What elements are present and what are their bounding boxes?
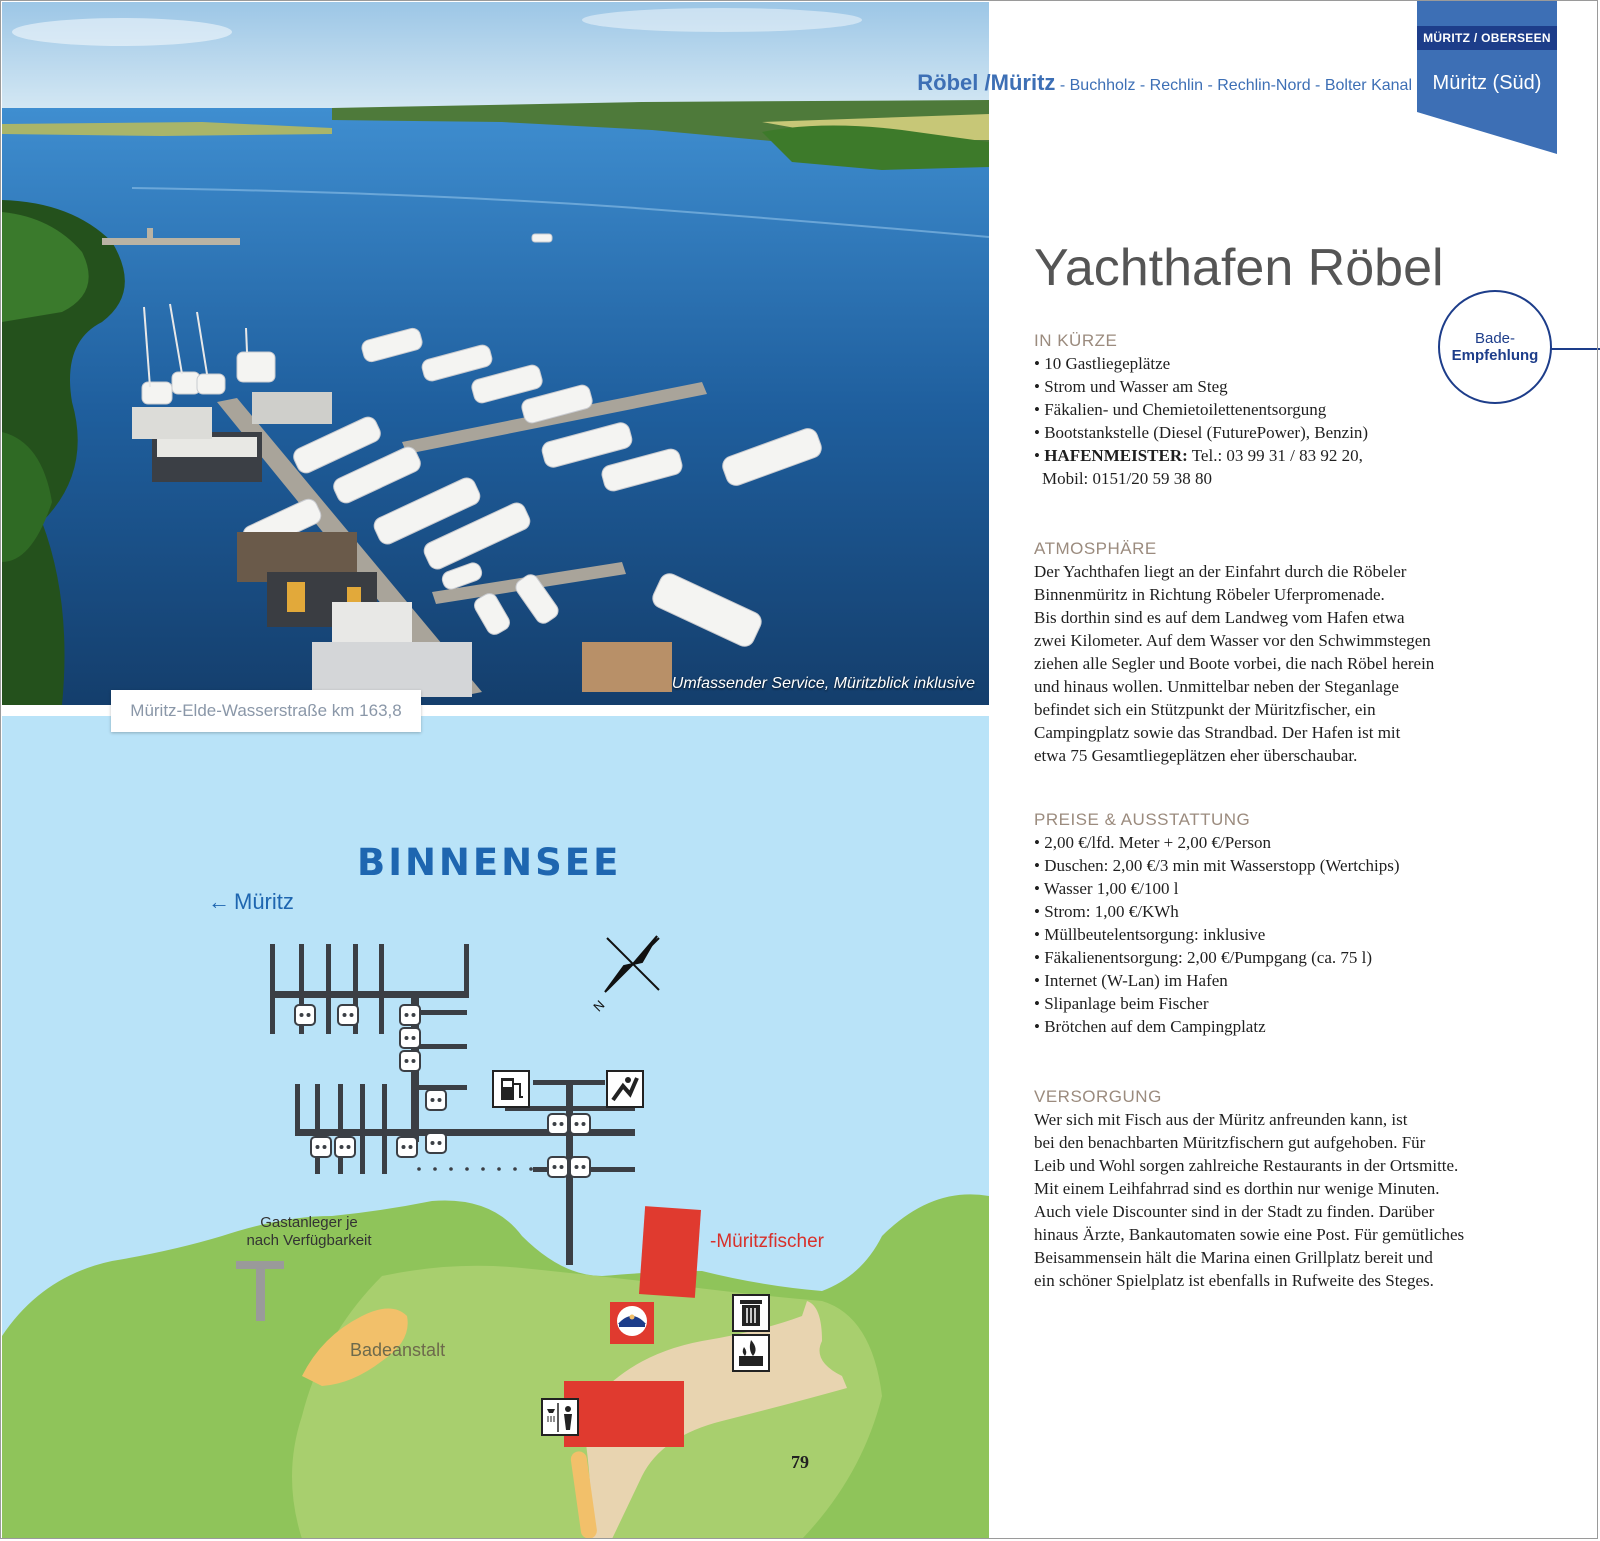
guest-pier-line2: nach Verfügbarkeit: [246, 1232, 372, 1249]
text-line: bei den benachbarten Müritzfischern gut aufgehoben. Für: [1034, 1133, 1426, 1152]
atmosphaere-text: [1034, 560, 1564, 767]
socket-icon: [335, 1137, 355, 1157]
text-line: etwa 75 Gesamtliegeplätzen eher überschaubar.: [1034, 746, 1358, 765]
bullet: •: [1034, 446, 1045, 465]
harbourmaster-mobile-item: [1034, 467, 1564, 490]
list-item: • Strom: 1,00 €/KWh: [1034, 902, 1179, 921]
section-preise-ausstattung: [1034, 809, 1564, 1038]
map-title: BINNENSEE: [357, 841, 622, 884]
aerial-harbour-image: [2, 2, 989, 705]
trash-bin-icon: [733, 1295, 769, 1331]
socket-icon: [400, 1028, 420, 1048]
arrow-left-icon: ←: [208, 889, 230, 914]
socket-icon: [548, 1114, 568, 1134]
socket-icon: [426, 1090, 446, 1110]
section-title: ATMOSPHÄRE: [1034, 539, 1157, 558]
region-tag: MÜRITZ / OBERSEEN: [1417, 26, 1557, 50]
list-item: • Müllbeutelentsorgung: inklusive: [1034, 925, 1266, 944]
list-item: • Fäkalienentsorgung: 2,00 €/Pumpgang (ca. 75 l): [1034, 948, 1373, 967]
list-item: • Wasser 1,00 €/100 l: [1034, 879, 1179, 898]
badge-line2: Empfehlung: [1451, 347, 1539, 364]
list-item: • Strom und Wasser am Steg: [1034, 377, 1228, 396]
text-line: ein schöner Spielplatz ist ebenfalls in Rufweite des Steges.: [1034, 1271, 1434, 1290]
route-current: Röbel /Müritz: [917, 70, 1056, 95]
harbour-map-drawing: [2, 716, 989, 1539]
bath-label: Badeanstalt: [350, 1340, 446, 1360]
compass-letter: N: [590, 997, 608, 1015]
harbourmaster-item: [1034, 444, 1564, 467]
guest-pier-line1: Gastanleger je: [260, 1214, 358, 1231]
list-item: • Duschen: 2,00 €/3 min mit Wasserstopp (Wertchips): [1034, 856, 1400, 875]
socket-icon: [295, 1005, 315, 1025]
socket-icon: [400, 1005, 420, 1025]
text-line: Der Yachthafen liegt an der Einfahrt durch die Röbeler: [1034, 562, 1407, 581]
text-line: Binnenmüritz in Richtung Röbeler Uferpromenade.: [1034, 585, 1385, 604]
socket-icon: [397, 1137, 417, 1157]
text-line: Mit einem Leihfahrrad sind es dorthin nur wenige Minuten.: [1034, 1179, 1440, 1198]
harbourmaster-phone: Tel.: 03 99 31 / 83 92 20,: [1187, 446, 1363, 465]
harbourmaster-icon: [617, 1306, 647, 1336]
shower-toilet-icon: [542, 1399, 578, 1435]
text-line: zwei Kilometer. Auf dem Wasser vor den Schwimmstegen: [1034, 631, 1431, 650]
harbourmaster-mobile: Mobil: 0151/20 59 38 80: [1042, 469, 1213, 488]
guest-pier-label: [238, 1214, 380, 1250]
socket-icon: [426, 1133, 446, 1153]
list-item: • Brötchen auf dem Campingplatz: [1034, 1017, 1266, 1036]
page-number: 79: [791, 1452, 809, 1472]
fisher-label: -Müritzfischer: [710, 1231, 825, 1252]
region-name: Müritz (Süd): [1432, 72, 1542, 94]
badge-line1: Bade-: [1474, 330, 1516, 347]
section-versorgung: [1034, 1086, 1564, 1292]
versorgung-text: [1034, 1108, 1564, 1292]
text-line: und hinaus wollen. Unmittelbar neben der Steganlage: [1034, 677, 1399, 696]
waterway-km-label: Müritz-Elde-Wasserstraße km 163,8: [111, 690, 421, 732]
photo-caption: Umfassender Service, Müritzblick inklusive: [671, 675, 975, 692]
slipway-icon: [607, 1071, 643, 1107]
text-line: hinaus Ärzte, Bankautomaten sowie eine Post. Für gemütliches: [1034, 1225, 1465, 1244]
list-item: • 2,00 €/lfd. Meter + 2,00 €/Person: [1034, 833, 1271, 852]
route-next-stops: - Buchholz - Rechlin - Rechlin-Nord - Bolter Kanal: [1055, 77, 1412, 94]
section-in-kuerze: [1034, 330, 1564, 490]
text-line: ziehen alle Segler und Boote vorbei, die nach Röbel herein: [1034, 654, 1435, 673]
harbourmaster-label: HAFENMEISTER:: [1044, 446, 1188, 465]
socket-icon: [570, 1157, 590, 1177]
socket-icon: [548, 1157, 568, 1177]
section-title: VERSORGUNG: [1034, 1087, 1162, 1106]
text-line: Campingplatz sowie das Strandbad. Der Hafen ist mit: [1034, 723, 1401, 742]
list-item: • Fäkalien- und Chemietoilettenentsorgung: [1034, 400, 1327, 419]
text-line: Auch viele Discounter sind in der Stadt zu finden. Darüber: [1034, 1202, 1435, 1221]
route-breadcrumb: [0, 70, 1412, 96]
section-title: PREISE & AUSSTATTUNG: [1034, 810, 1251, 829]
list-item: • 10 Gastliegeplätze: [1034, 354, 1171, 373]
fuel-station-icon: [493, 1071, 529, 1107]
list-item: • Internet (W-Lan) im Hafen: [1034, 971, 1228, 990]
fisher-building: [639, 1206, 701, 1298]
text-line: Leib und Wohl sorgen zahlreiche Restaurants in der Ortsmitte.: [1034, 1156, 1459, 1175]
text-line: Beisammensein hält die Marina einen Grillplatz bereit und: [1034, 1248, 1433, 1267]
text-line: Bis dorthin sind es auf dem Landweg vom Hafen etwa: [1034, 608, 1405, 627]
sanitary-building: [564, 1381, 684, 1447]
list-item: • Slipanlage beim Fischer: [1034, 994, 1209, 1013]
page-title: Yachthafen Röbel: [1034, 239, 1444, 297]
socket-icon: [311, 1137, 331, 1157]
section-atmosphaere: [1034, 538, 1564, 767]
socket-icon: [338, 1005, 358, 1025]
socket-icon: [400, 1051, 420, 1071]
map-direction-label: [208, 889, 294, 915]
socket-icon: [570, 1114, 590, 1134]
text-line: Wer sich mit Fisch aus der Müritz anfreunden kann, ist: [1034, 1110, 1408, 1129]
list-item: • Bootstankstelle (Diesel (FuturePower), Benzin): [1034, 423, 1369, 442]
barbecue-icon: [733, 1335, 769, 1371]
text-line: befindet sich ein Stützpunkt der Müritzfischer, ein: [1034, 700, 1376, 719]
harbour-map: [2, 716, 989, 1539]
harbour-photo: [2, 2, 989, 705]
direction-text: Müritz: [234, 889, 294, 914]
section-title: IN KÜRZE: [1034, 331, 1118, 350]
